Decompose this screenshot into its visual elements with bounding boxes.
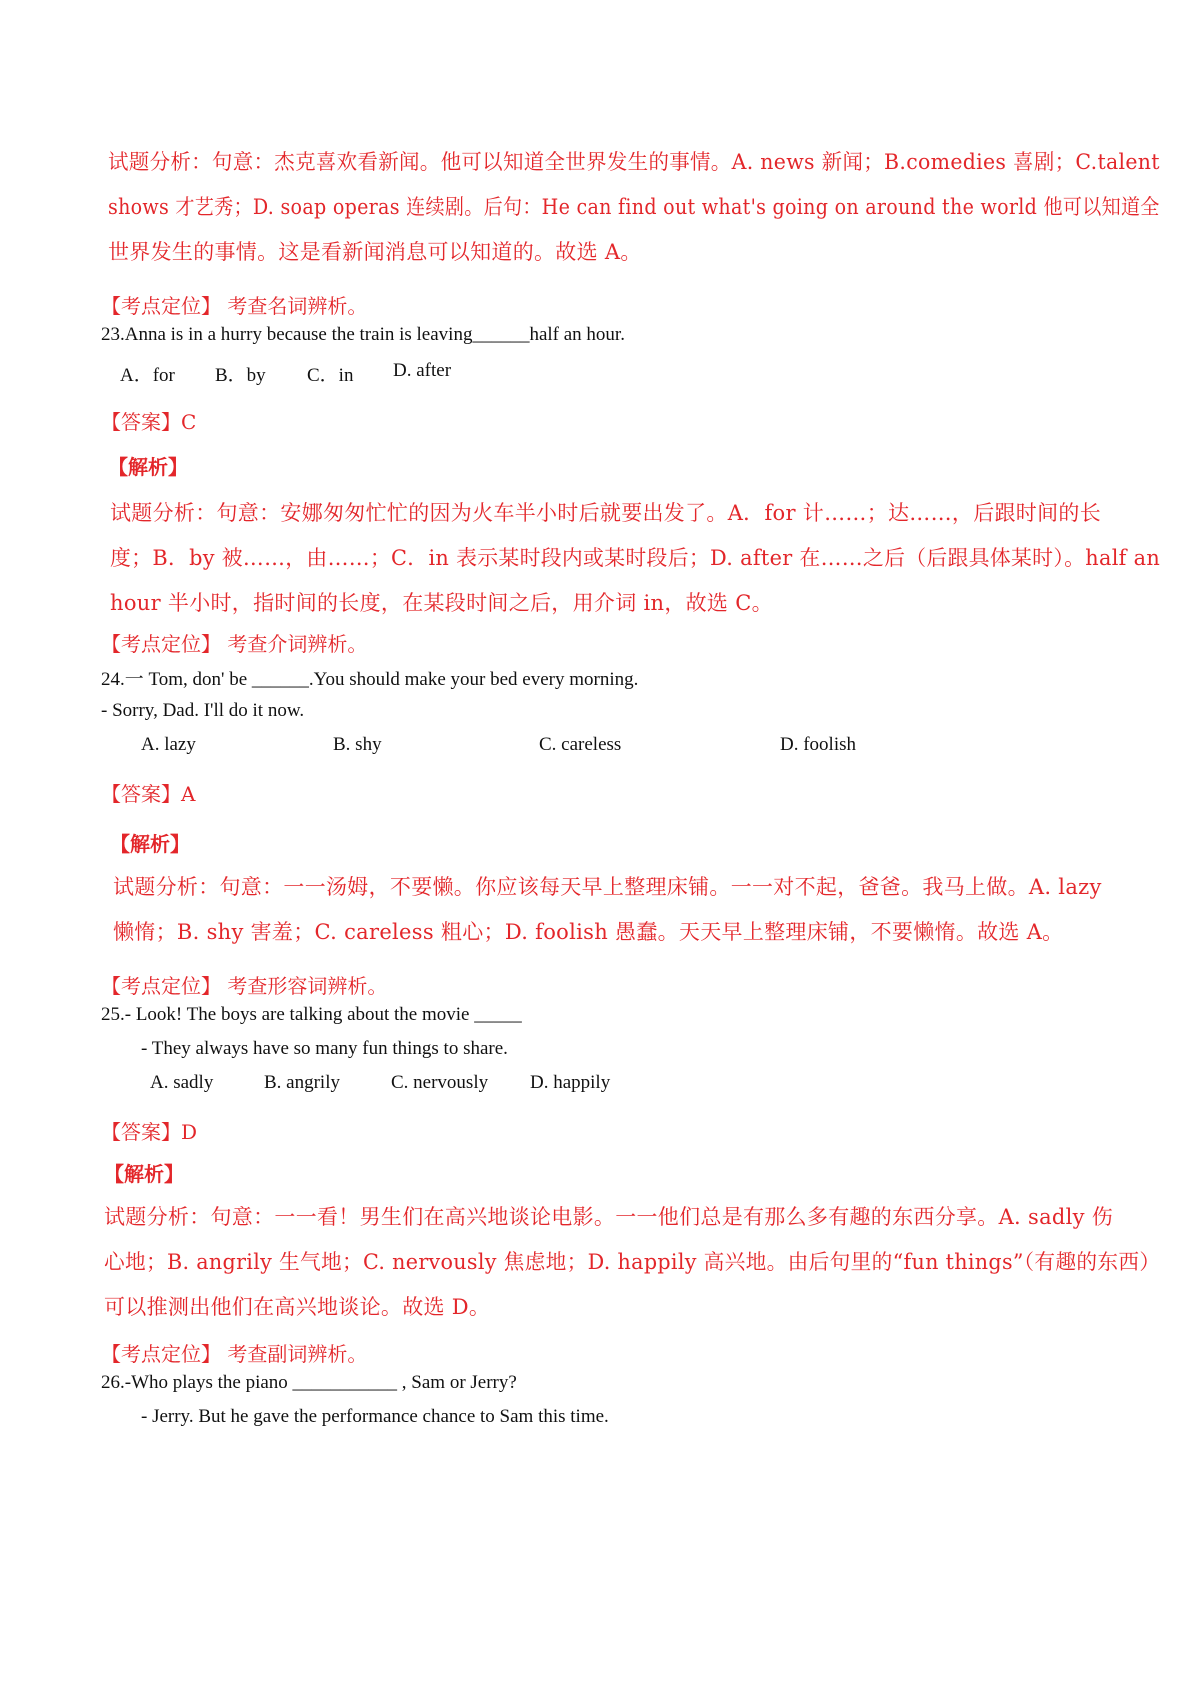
q23-options <box>120 360 451 387</box>
q23-option-d: D. after <box>393 360 452 381</box>
q25-option-c: C. nervously <box>391 1072 489 1093</box>
q24-point: 【考点定位】 考查形容词辨析。 <box>101 974 388 998</box>
q25-analysis-line-3: 可以推测出他们在高兴地谈论。故选 D。 <box>104 1295 491 1319</box>
q22-analysis-line-2: shows 才艺秀；D. soap operas 连续剧。后句：He can find out what's going on around the world 他可以知道全 <box>108 195 1160 219</box>
q25-reply: - They always have so many fun things to share. <box>141 1038 508 1059</box>
q25-option-b: B. angrily <box>264 1072 340 1093</box>
q25-analysis-line-1: 试题分析：句意：一一看！男生们在高兴地谈论电影。一一他们总是有那么多有趣的东西分享。A. sadly 伤 <box>104 1205 1114 1229</box>
q24-options <box>141 734 856 756</box>
q25-point: 【考点定位】 考查副词辨析。 <box>101 1342 368 1366</box>
q25-question: 25.- Look! The boys are talking about the movie _____ <box>101 1004 522 1025</box>
q23-option-a: A．for <box>120 365 175 386</box>
q24-question: 24.一 Tom, don' be ______.You should make your bed every morning. <box>101 669 639 690</box>
q22-analysis-line-1: 试题分析：句意：杰克喜欢看新闻。他可以知道全世界发生的事情。A. news 新闻；B.comedies 喜剧；C.talent <box>108 150 1160 174</box>
q24-option-b: B. shy <box>333 734 382 755</box>
q23-option-c: C．in <box>307 365 354 386</box>
q24-analysis-line-2: 懒惰；B. shy 害羞；C. careless 粗心；D. foolish 愚蠢。天天早上整理床铺，不要懒惰。故选 A。 <box>113 920 1064 944</box>
q25-option-a: A. sadly <box>150 1072 214 1093</box>
q25-option-d: D. happily <box>530 1072 611 1093</box>
q26-question: 26.-Who plays the piano ___________ , Sam or Jerry? <box>101 1372 517 1393</box>
q24-option-c: C. careless <box>539 734 622 755</box>
q23-question: 23.Anna is in a hurry because the train is leaving______half an hour. <box>101 324 625 345</box>
q24-option-d: D. foolish <box>780 734 856 755</box>
q23-analysis-line-2: 度；B．by 被……，由……；C．in 表示某时段内或某时段后；D. after 在……之后（后跟具体某时）。half an <box>110 546 1161 570</box>
q24-reply: - Sorry, Dad. I'll do it now. <box>101 700 305 721</box>
q24-jiexi: 【解析】 <box>110 832 190 856</box>
q23-answer: 【答案】C <box>101 410 197 434</box>
q25-options <box>150 1072 610 1094</box>
q25-jiexi: 【解析】 <box>104 1162 184 1186</box>
q22-point: 【考点定位】 考查名词辨析。 <box>101 294 368 318</box>
q24-option-a: A. lazy <box>141 734 196 755</box>
q23-jiexi: 【解析】 <box>108 455 188 479</box>
q25-answer: 【答案】D <box>101 1120 198 1144</box>
q26-reply: - Jerry. But he gave the performance chance to Sam this time. <box>141 1406 609 1427</box>
q23-analysis-line-1: 试题分析：句意：安娜匆匆忙忙的因为火车半小时后就要出发了。A．for 计……；达……，后跟时间的长 <box>110 501 1101 525</box>
q24-analysis-line-1: 试题分析：句意：一一汤姆，不要懒。你应该每天早上整理床铺。一一对不起，爸爸。我马上做。A. lazy <box>113 875 1102 899</box>
q22-analysis-line-3: 世界发生的事情。这是看新闻消息可以知道的。故选 A。 <box>108 240 642 264</box>
q25-analysis-line-2: 心地；B. angrily 生气地；C. nervously 焦虑地；D. happily 高兴地。由后句里的“fun things”（有趣的东西） <box>104 1250 1161 1274</box>
q23-analysis-line-3: hour 半小时，指时间的长度，在某段时间之后，用介词 in，故选 C。 <box>110 591 773 615</box>
q24-answer: 【答案】A <box>101 782 196 806</box>
q23-option-b: B．by <box>215 365 266 386</box>
q23-point: 【考点定位】 考查介词辨析。 <box>101 632 368 656</box>
